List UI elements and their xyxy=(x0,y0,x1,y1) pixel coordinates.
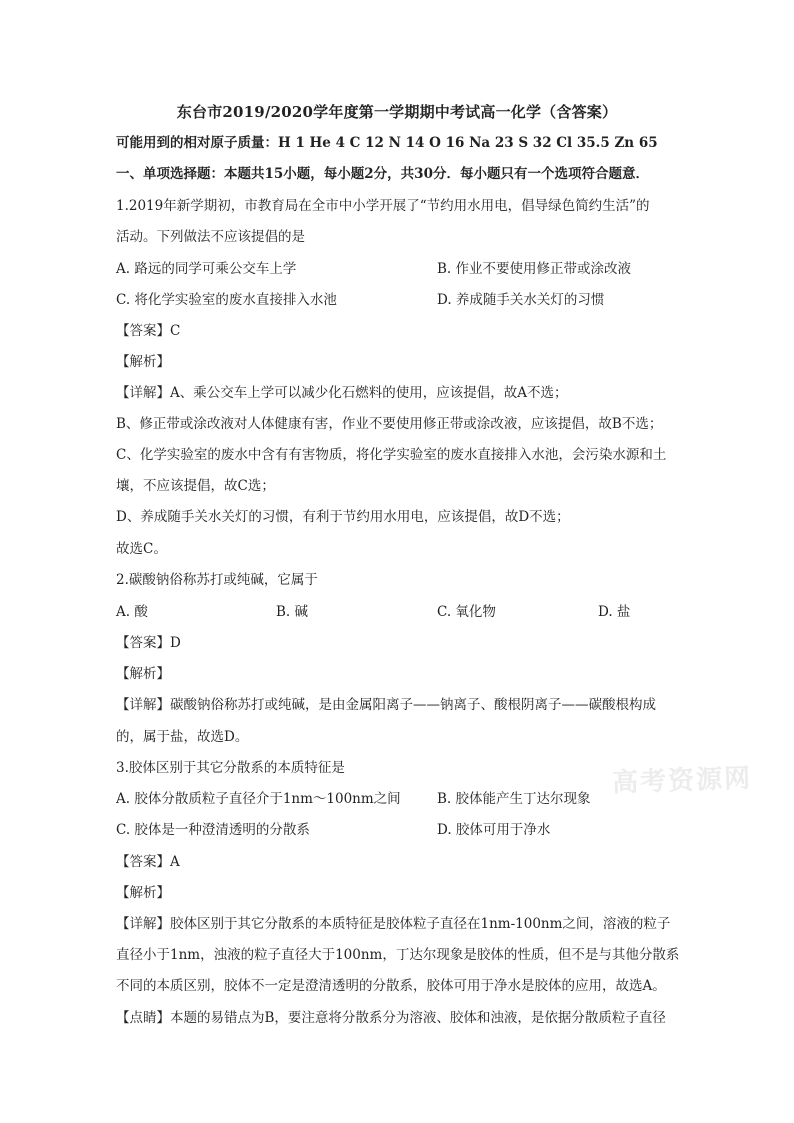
q2-analysis: 【解析】 xyxy=(116,666,170,682)
q3-stem: 3.胶体区别于其它分散系的本质特征是 xyxy=(116,760,345,776)
q3-note-line1: 【点睛】本题的易错点为B，要注意将分散系分为溶液、胶体和浊液，是依据分散质粒子直径 xyxy=(116,1010,666,1026)
q2-option-d: D. 盐 xyxy=(598,604,631,620)
q1-option-a: A. 路远的同学可乘公交车上学 xyxy=(116,261,297,277)
q3-option-c: C. 胶体是一种澄清透明的分散系 xyxy=(116,822,310,838)
q3-option-b: B. 胶体能产生丁达尔现象 xyxy=(437,791,591,807)
q3-detail-line2: 直径小于1nm，浊液的粒子直径大于100nm，丁达尔现象是胶体的性质，但不是与其他分散系 xyxy=(116,947,680,963)
q1-option-b: B. 作业不要使用修正带或涂改液 xyxy=(437,261,632,277)
exam-title: 东台市2019/2020学年度第一学期期中考试高一化学（含答案） xyxy=(176,103,618,121)
q1-stem-line1: 1.2019年新学期初，市教育局在全市中小学开展了“节约用水用电，倡导绿色简约生活”的 xyxy=(116,198,650,214)
q2-option-c: C. 氧化物 xyxy=(437,604,496,620)
q3-analysis: 【解析】 xyxy=(116,885,170,901)
q1-detail-line2: B、修正带或涂改液对人体健康有害，作业不要使用修正带或涂改液，应该提倡，故B不选； xyxy=(116,416,663,432)
q1-detail-line1: 【详解】A、乘公交车上学可以减少化石燃料的使用，应该提倡，故A不选； xyxy=(116,385,568,401)
q2-option-a: A. 酸 xyxy=(116,604,148,620)
q2-answer: 【答案】D xyxy=(116,635,181,651)
atomic-masses: 可能用到的相对原子质量：H 1 He 4 C 12 N 14 O 16 Na 23 S 32 Cl 35.5 Zn 65 xyxy=(116,135,658,151)
q1-analysis: 【解析】 xyxy=(116,354,170,370)
q3-detail-line1: 【详解】胶体区别于其它分散系的本质特征是胶体粒子直径在1nm-100nm之间，溶液的粒子 xyxy=(116,916,671,932)
q1-option-c: C. 将化学实验室的废水直接排入水池 xyxy=(116,292,337,308)
q2-option-b: B. 碱 xyxy=(276,604,309,620)
q3-detail-line3: 不同的本质区别，胶体不一定是澄清透明的分散系，胶体可用于净水是胶体的应用，故选A。 xyxy=(116,978,666,994)
q1-option-d: D. 养成随手关水关灯的习惯 xyxy=(437,292,605,308)
q1-stem-line2: 活动。下列做法不应该提倡的是 xyxy=(116,229,305,245)
section1-header: 一、单项选择题：本题共15小题，每小题2分，共30分．每小题只有一个选项符合题意． xyxy=(116,166,649,182)
q1-answer: 【答案】C xyxy=(116,323,181,339)
q2-detail-line2: 的，属于盐，故选D。 xyxy=(116,729,249,745)
watermark: 高考资源网 xyxy=(611,763,753,799)
q2-stem: 2.碳酸钠俗称苏打或纯碱，它属于 xyxy=(116,572,318,588)
q1-detail-line3: C、化学实验室的废水中含有有害物质，将化学实验室的废水直接排入水池，会污染水源和土 xyxy=(116,447,667,463)
q1-detail-line4: 壤，不应该提倡，故C选； xyxy=(116,478,275,494)
q2-detail-line1: 【详解】碳酸钠俗称苏打或纯碱，是由金属阳离子——钠离子、酸根阴离子——碳酸根构成 xyxy=(116,697,656,713)
q3-option-a: A. 胶体分散质粒子直径介于1nm～100nm之间 xyxy=(116,791,401,807)
q3-answer: 【答案】A xyxy=(116,854,180,870)
q3-option-d: D. 胶体可用于净水 xyxy=(437,822,551,838)
q1-detail-line5: D、养成随手关水关灯的习惯，有利于节约用水用电，应该提倡，故D不选； xyxy=(116,509,570,525)
q1-conclusion: 故选C。 xyxy=(116,541,167,557)
